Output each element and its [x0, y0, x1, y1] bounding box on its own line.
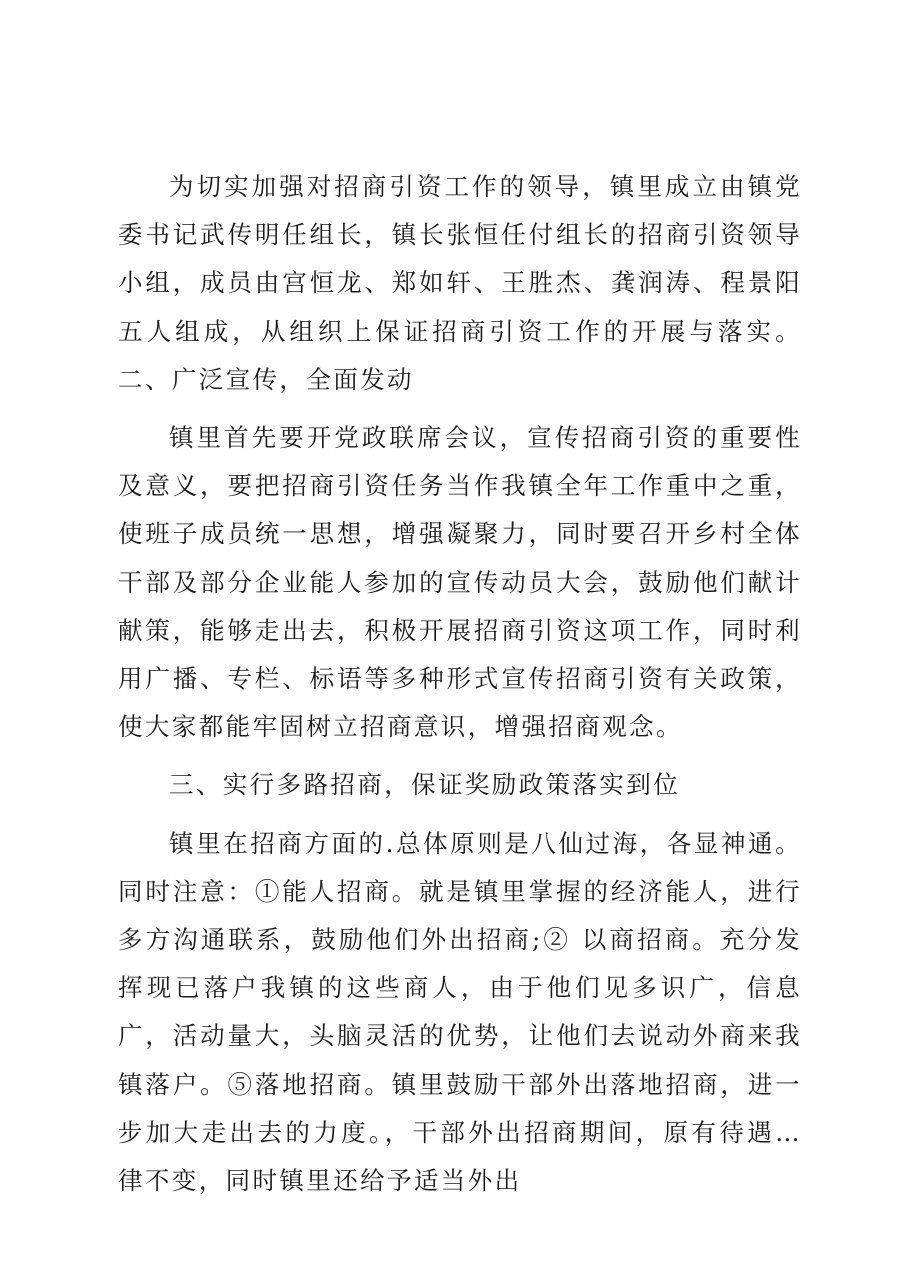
paragraph-leadership: 为切实加强对招商引资工作的领导，镇里成立由镇党委书记武传明任组长，镇长张恒任付组长的招商引资领导小组，成员由宫恒龙、郑如轩、王胜杰、龚润涛、程景阳五人组成，从组织上保证招商引资工作的开展与落实。二、广泛宣传，全面发动 [118, 172, 802, 394]
document-body [118, 163, 802, 1215]
paragraph-investment-methods: 镇里在招商方面的.总体原则是八仙过海，各显神通。同时注意：①能人招商。就是镇里掌握的经济能人，进行多方沟通联系，鼓励他们外出招商;② 以商招商。充分发挥现已落户我镇的这些商人，由于他们见多识广，信息广，活动量大，头脑灵活的优势，让他们去说动外商来我镇落户。⑤落地招商。镇里鼓励干部外出落地招商，进一步加大走出去的力度。，干部外出招商期间，原有待遇…律不变，同时镇里还给予适当外出 [118, 828, 802, 1196]
paragraph-publicity: 镇里首先要开党政联席会议，宣传招商引资的重要性及意义，要把招商引资任务当作我镇全年工作重中之重，使班子成员统一思想，增强凝聚力，同时要召开乡村全体干部及部分企业能人参加的宣传动员大会，鼓励他们献计献策，能够走出去，积极开展招商引资这项工作，同时利用广播、专栏、标语等多种形式宣传招商引资有关政策，使大家都能牢固树立招商意识，增强招商观念。 [118, 423, 802, 742]
section-heading-3: 三、实行多路招商，保证奖励政策落实到位 [169, 770, 681, 800]
